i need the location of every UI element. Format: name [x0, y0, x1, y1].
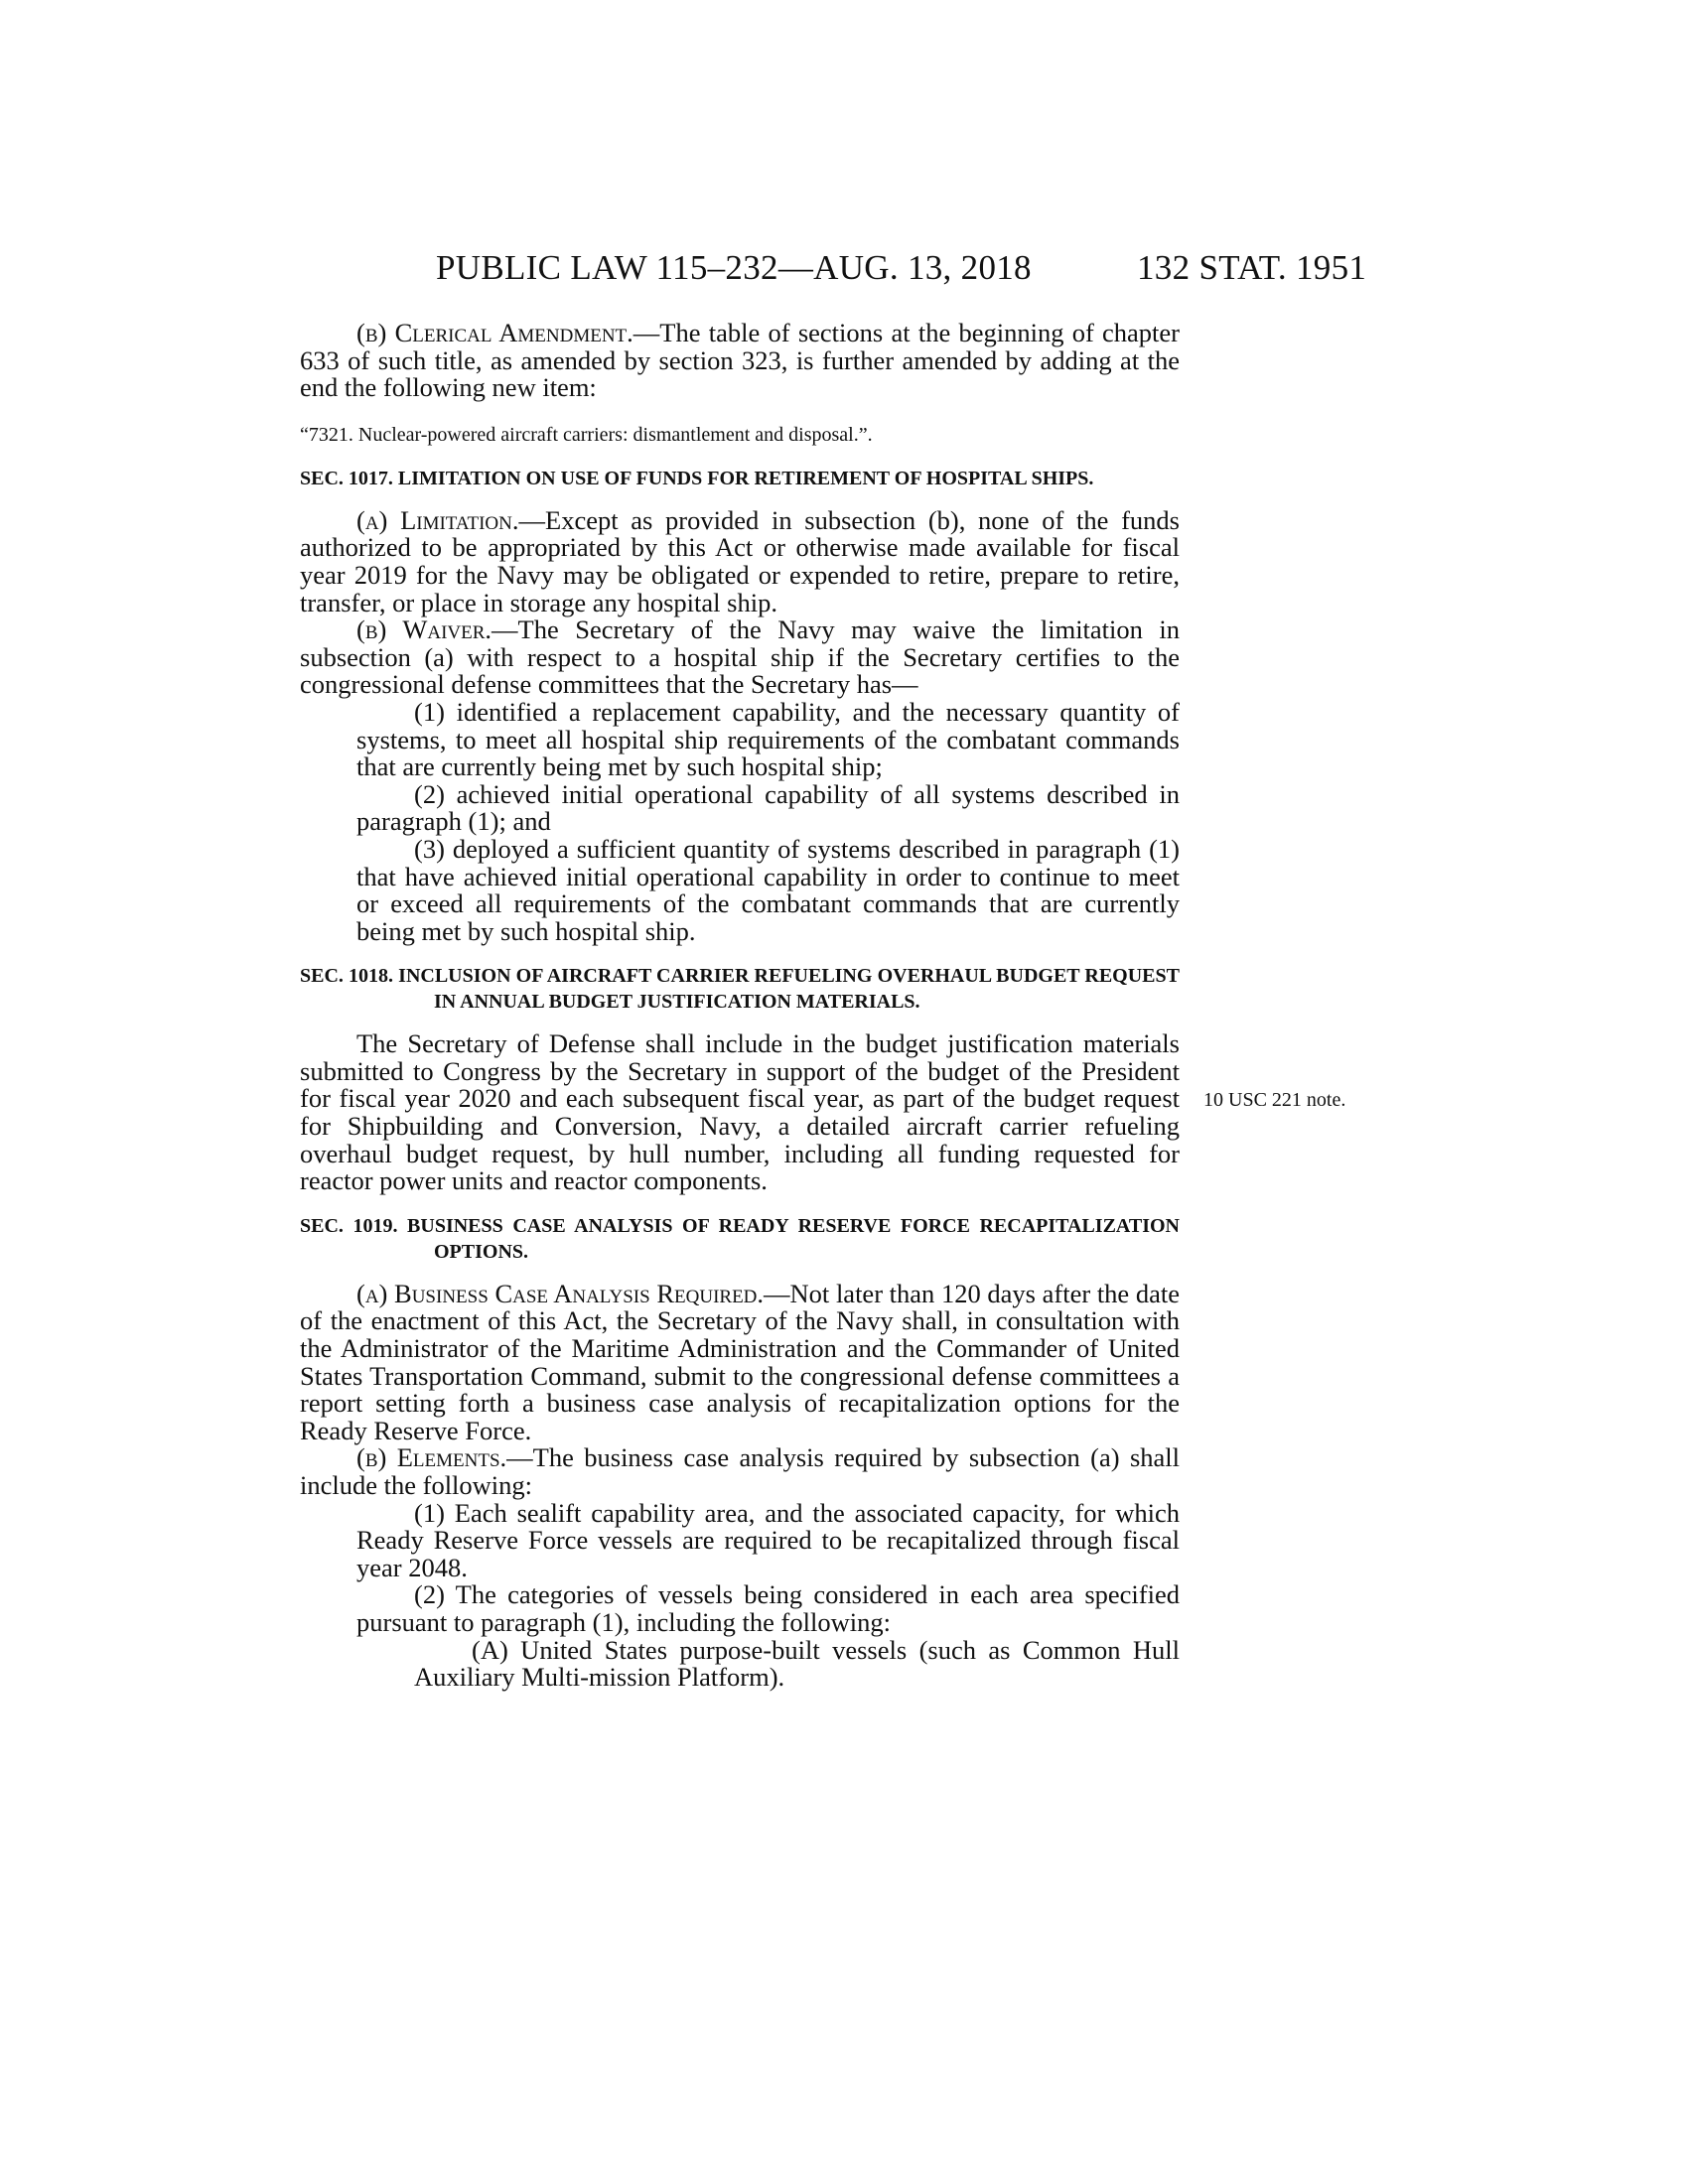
page-citation: 132 STAT. 1951 — [1137, 248, 1367, 287]
sec-1019-paragraph-2: (2) The categories of vessels being considered in each area specified pursuant to paragraph (1), including the following: — [356, 1579, 1180, 1637]
sec-1019-b-label: (b) Elements. — [356, 1442, 507, 1473]
sec-1019-b-text: —The business case analysis required by subsection (a) shall include the following: — [300, 1442, 1180, 1500]
sec-1017-b-text: —The Secretary of the Navy may waive the limitation in subsection (a) with respect to a hospital ship if the Secretary certifies to the congressional defense committees that the Secretary has— — [300, 614, 1181, 700]
sec-1017-paragraph-1: (1) identified a replacement capability, and the necessary quantity of systems, to meet all hospital ship requirements of the combatant commands that are currently being met by such hospital ship; — [356, 696, 1180, 782]
clerical-amendment-text: —The table of sections at the beginning of chapter 633 of such title, as amended by section 323, is further amended by adding at the end the following new item: — [300, 318, 1181, 403]
sec-1019-a-text: —Not later than 120 days after the date of the enactment of this Act, the Secretary of the Navy shall, in consultation with the Administrator of the Maritime Administration and the Commander of United States Transportation Command, submit to the congressional defense committees a report setting forth a business case analysis of recapitalization options for the Ready Reserve Force. — [300, 1278, 1180, 1445]
margin-note-usc: 10 USC 221 note. — [1203, 1089, 1346, 1111]
clerical-amendment-label: (b) Clerical Amendment. — [356, 318, 633, 347]
sec-1017-heading: SEC. 1017. LIMITATION ON USE OF FUNDS FOR RETIREMENT OF HOSPITAL SHIPS. — [300, 467, 1094, 489]
sec-1017-subsection-b — [300, 616, 1180, 699]
sec-1017-a-label: (a) Limitation. — [356, 504, 519, 535]
sec-1017-paragraph-3: (3) deployed a sufficient quantity of systems described in paragraph (1) that have achieved initial operational capability in order to continue to meet or exceed all requirements of the combatant commands that are currently being met by such hospital ship. — [356, 833, 1180, 946]
sec-1019-heading: SEC. 1019. BUSINESS CASE ANALYSIS OF READY RESERVE FORCE RECAPITALIZATION OPTIONS. — [300, 1214, 1180, 1263]
sec-1017-paragraph-2: (2) achieved initial operational capability of all systems described in paragraph (1); and — [356, 778, 1180, 837]
sec-1019-subsection-a — [300, 1278, 1180, 1445]
sec-1018-heading: SEC. 1018. INCLUSION OF AIRCRAFT CARRIER REFUELING OVERHAUL BUDGET REQUEST IN ANNUAL BUDGET JUSTIFICATION MATERIALS. — [300, 965, 1180, 1014]
sec-1019-a-label: (a) Business Case Analysis Required. — [356, 1278, 765, 1308]
running-header-title: PUBLIC LAW 115–232—AUG. 13, 2018 — [436, 248, 1032, 287]
clerical-amendment-paragraph — [300, 320, 1180, 402]
document-body — [300, 320, 1180, 1692]
new-table-item: “7321. Nuclear-powered aircraft carriers: dismantlement and disposal.”. — [300, 423, 873, 446]
sec-1017-subsection-a — [300, 504, 1180, 617]
sec-1019-subsection-b — [300, 1444, 1180, 1499]
sec-1019-subparagraph-a: (A) United States purpose-built vessels (such as Common Hull Auxiliary Multi-mission Platform). — [414, 1634, 1180, 1693]
sec-1017-a-text: —Except as provided in subsection (b), none of the funds authorized to be appropriated by this Act or otherwise made available for fiscal year 2019 for the Navy may be obligated or expended to retire, prepare to retire, transfer, or place in storage any hospital ship. — [300, 504, 1180, 617]
sec-1018-text: The Secretary of Defense shall include in the budget justification materials submitted to Congress by the Secretary in support of the budget of the President for fiscal year 2020 and each subsequent fiscal year, as part of the budget request for Shipbuilding and Conversion, Navy, a detailed aircraft carrier refueling overhaul budget request, by hull number, including all funding requested for reactor power units and reactor components. — [300, 1028, 1180, 1196]
sec-1019-paragraph-1: (1) Each sealift capability area, and the associated capacity, for which Ready Reserve Force vessels are required to be recapitalized through fiscal year 2048. — [356, 1497, 1180, 1582]
sec-1017-b-label: (b) Waiver. — [356, 614, 492, 645]
